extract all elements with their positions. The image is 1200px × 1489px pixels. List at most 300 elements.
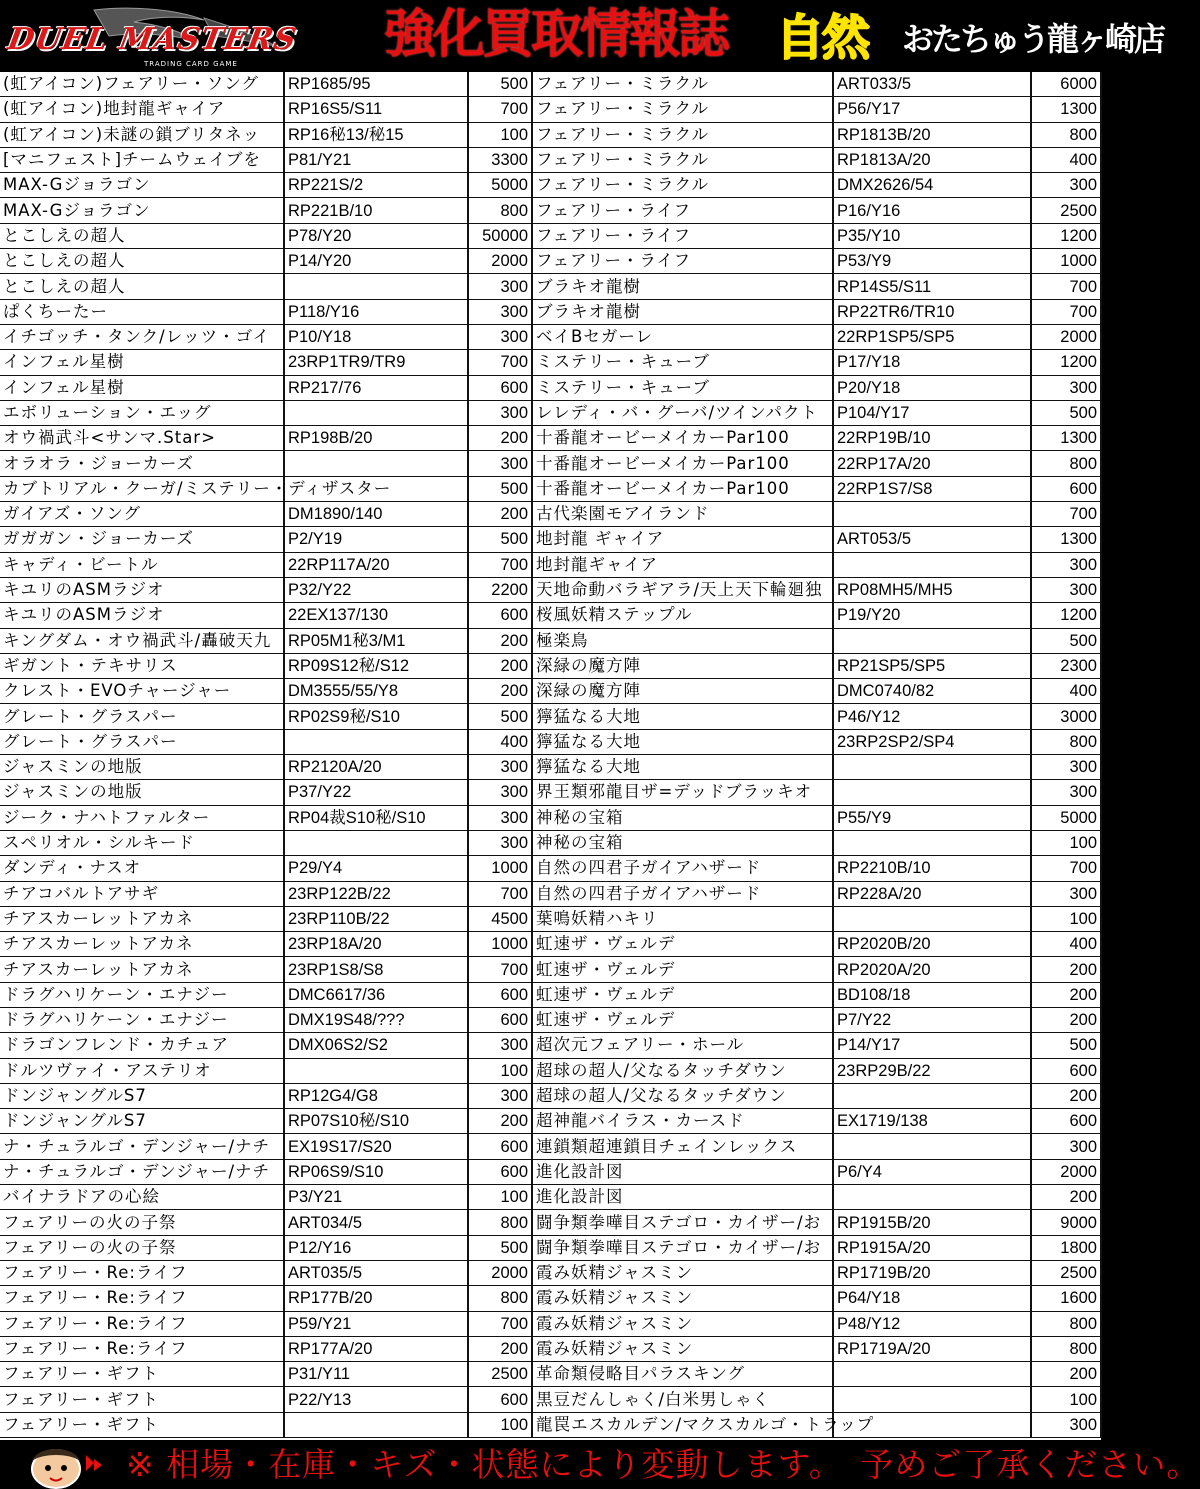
left-card-name: ガイアズ・ソング [0, 502, 284, 527]
right-card-name: 極楽鳥 [532, 628, 833, 653]
right-card-code [833, 1387, 1031, 1412]
table-row [0, 1412, 1101, 1437]
table-row [0, 881, 1101, 906]
left-buy-price: 700 [468, 97, 532, 122]
right-buy-price: 1300 [1031, 426, 1101, 451]
left-card-code: RP217/76 [284, 375, 468, 400]
right-card-code [833, 1134, 1031, 1159]
left-card-code: RP09S12秘/S12 [284, 653, 468, 678]
left-card-name: フェアリー・ギフト [0, 1362, 284, 1387]
right-card-name: 霞み妖精ジャスミン [532, 1260, 833, 1285]
left-buy-price: 300 [468, 324, 532, 349]
right-buy-price: 100 [1031, 830, 1101, 855]
left-card-name: (虹アイコン)フェアリー・ソング [0, 72, 284, 97]
left-buy-price: 300 [468, 451, 532, 476]
left-card-code: P10/Y18 [284, 324, 468, 349]
right-card-code: P19/Y20 [833, 603, 1031, 628]
left-card-code: 23RP18A/20 [284, 932, 468, 957]
table-row [0, 1007, 1101, 1032]
right-card-name: 虹速ザ・ヴェルデ [532, 932, 833, 957]
right-buy-price: 300 [1031, 552, 1101, 577]
left-card-name: インフェル星樹 [0, 350, 284, 375]
table-row [0, 249, 1101, 274]
left-buy-price: 400 [468, 729, 532, 754]
right-card-code: 23RP2SP2/SP4 [833, 729, 1031, 754]
left-buy-price: 700 [468, 957, 532, 982]
left-buy-price: 2500 [468, 1362, 532, 1387]
right-buy-price: 600 [1031, 1058, 1101, 1083]
right-card-code: RP21SP5/SP5 [833, 653, 1031, 678]
left-card-code: 23RP1S8/S8 [284, 957, 468, 982]
right-buy-price: 600 [1031, 1109, 1101, 1134]
left-card-name: スペリオル・シルキード [0, 830, 284, 855]
right-card-name: 進化設計図 [532, 1159, 833, 1184]
left-card-name: バイナラドアの心絵 [0, 1185, 284, 1210]
right-card-code: RP1915B/20 [833, 1210, 1031, 1235]
left-card-name: チアスカーレットアカネ [0, 906, 284, 931]
table-row [0, 502, 1101, 527]
left-buy-price: 600 [468, 982, 532, 1007]
left-card-code: DM1890/140 [284, 502, 468, 527]
right-card-name: ミステリー・キューブ [532, 375, 833, 400]
right-buy-price: 600 [1031, 476, 1101, 501]
left-card-code: P59/Y21 [284, 1311, 468, 1336]
table-row [0, 1083, 1101, 1108]
left-buy-price: 300 [468, 805, 532, 830]
left-card-code: RP1685/95 [284, 72, 468, 97]
civilization-label: 自然 [776, 10, 869, 66]
right-buy-price: 2500 [1031, 1260, 1101, 1285]
right-card-code: EX1719/138 [833, 1109, 1031, 1134]
right-card-name: 超球の超人/父なるタッチダウン [532, 1058, 833, 1083]
left-buy-price: 1000 [468, 856, 532, 881]
left-card-name: ダンディ・ナスオ [0, 856, 284, 881]
right-card-code: 22RP17A/20 [833, 451, 1031, 476]
left-buy-price: 500 [468, 476, 532, 501]
left-card-code: P22/Y13 [284, 1387, 468, 1412]
right-buy-price: 1200 [1031, 350, 1101, 375]
mascot-icon [14, 1441, 114, 1489]
left-card-code: 23RP122B/22 [284, 881, 468, 906]
right-card-code: P6/Y4 [833, 1159, 1031, 1184]
right-card-name: 超神龍バイラス・カースド [532, 1109, 833, 1134]
left-buy-price: 600 [468, 603, 532, 628]
right-buy-price: 6000 [1031, 72, 1101, 97]
right-card-name: フェアリー・ミラクル [532, 97, 833, 122]
right-card-name: 桜風妖精ステップル [532, 603, 833, 628]
left-card-name: グレート・グラスパー [0, 729, 284, 754]
left-card-code: RP02S9秘/S10 [284, 704, 468, 729]
right-card-name: 神秘の宝箱 [532, 830, 833, 855]
right-card-code: P16/Y16 [833, 198, 1031, 223]
right-buy-price: 1200 [1031, 223, 1101, 248]
left-buy-price: 200 [468, 1109, 532, 1134]
left-buy-price: 700 [468, 1311, 532, 1336]
right-card-name: 深緑の魔方陣 [532, 653, 833, 678]
right-card-name: 天地命動バラギアラ/天上天下輪廻独 [532, 577, 833, 602]
right-card-name: 超次元フェアリー・ホール [532, 1033, 833, 1058]
right-card-name: 十番龍オービーメイカーPar100 [532, 476, 833, 501]
right-card-code: DMX2626/54 [833, 173, 1031, 198]
price-table-body [0, 72, 1101, 1438]
right-buy-price: 700 [1031, 856, 1101, 881]
table-row [0, 1185, 1101, 1210]
left-buy-price: 600 [468, 1007, 532, 1032]
logo-subtitle: TRADING CARD GAME [144, 60, 238, 68]
table-row [0, 1260, 1101, 1285]
left-buy-price: 200 [468, 628, 532, 653]
right-card-code: P14/Y17 [833, 1033, 1031, 1058]
duel-masters-logo [4, 6, 300, 68]
right-card-name: 十番龍オービーメイカーPar100 [532, 451, 833, 476]
left-card-code: P14/Y20 [284, 249, 468, 274]
right-card-code [833, 1185, 1031, 1210]
left-card-code [284, 830, 468, 855]
right-card-code: RP2210B/10 [833, 856, 1031, 881]
left-card-name: フェアリー・Re:ライフ [0, 1260, 284, 1285]
right-buy-price: 500 [1031, 628, 1101, 653]
table-row [0, 426, 1101, 451]
table-row [0, 1362, 1101, 1387]
right-card-code [833, 552, 1031, 577]
right-card-name: 黒豆だんしゃく/白米男しゃく [532, 1387, 833, 1412]
right-card-code [833, 830, 1031, 855]
right-card-name: フェアリー・ライフ [532, 198, 833, 223]
table-row [0, 830, 1101, 855]
right-card-code [833, 755, 1031, 780]
right-card-code: P64/Y18 [833, 1286, 1031, 1311]
table-row [0, 603, 1101, 628]
right-card-code [833, 1083, 1031, 1108]
right-card-code: P7/Y22 [833, 1007, 1031, 1032]
left-card-code: 22EX137/130 [284, 603, 468, 628]
left-card-name: MAX-Gジョラゴン [0, 173, 284, 198]
left-buy-price: 200 [468, 502, 532, 527]
left-card-code: RP12G4/G8 [284, 1083, 468, 1108]
right-buy-price: 100 [1031, 906, 1101, 931]
left-card-code [284, 729, 468, 754]
right-card-name: 霞み妖精ジャスミン [532, 1286, 833, 1311]
left-card-name: フェアリー・ギフト [0, 1412, 284, 1437]
left-card-code: RP16秘13/秘15 [284, 122, 468, 147]
left-card-name: ドラグハリケーン・エナジー [0, 1007, 284, 1032]
right-buy-price: 200 [1031, 1185, 1101, 1210]
left-buy-price: 300 [468, 1083, 532, 1108]
left-card-name: フェアリー・ギフト [0, 1387, 284, 1412]
right-card-name: フェアリー・ライフ [532, 223, 833, 248]
table-row [0, 1134, 1101, 1159]
table-row [0, 679, 1101, 704]
right-buy-price: 2300 [1031, 653, 1101, 678]
left-card-code [284, 400, 468, 425]
right-buy-price: 1200 [1031, 603, 1101, 628]
left-card-name: MAX-Gジョラゴン [0, 198, 284, 223]
left-card-name: フェアリー・Re:ライフ [0, 1311, 284, 1336]
right-buy-price: 2000 [1031, 324, 1101, 349]
footer [0, 1440, 1200, 1489]
right-card-name: 虹速ザ・ヴェルデ [532, 982, 833, 1007]
left-card-code [284, 1058, 468, 1083]
right-card-code: ART053/5 [833, 527, 1031, 552]
table-row [0, 982, 1101, 1007]
left-card-code: RP04裁S10秘/S10 [284, 805, 468, 830]
table-row [0, 223, 1101, 248]
right-card-code: RP1915A/20 [833, 1235, 1031, 1260]
left-buy-price: 300 [468, 755, 532, 780]
right-card-name: 自然の四君子ガイアハザード [532, 856, 833, 881]
right-buy-price: 300 [1031, 755, 1101, 780]
left-card-code: DMX19S48/??? [284, 1007, 468, 1032]
left-card-code: RP221B/10 [284, 198, 468, 223]
left-card-code: RP177A/20 [284, 1336, 468, 1361]
left-buy-price: 600 [468, 1159, 532, 1184]
right-card-name: フェアリー・ミラクル [532, 147, 833, 172]
left-card-name: フェアリーの火の子祭 [0, 1210, 284, 1235]
right-card-code [833, 1362, 1031, 1387]
left-buy-price: 4500 [468, 906, 532, 931]
table-row [0, 274, 1101, 299]
table-row [0, 97, 1101, 122]
right-card-code: RP1719B/20 [833, 1260, 1031, 1285]
right-card-code: RP1719A/20 [833, 1336, 1031, 1361]
right-buy-price: 1300 [1031, 97, 1101, 122]
left-card-name: ドラグハリケーン・エナジー [0, 982, 284, 1007]
left-buy-price: 500 [468, 1235, 532, 1260]
right-card-code: P46/Y12 [833, 704, 1031, 729]
right-card-name: ミステリー・キューブ [532, 350, 833, 375]
left-card-code: P78/Y20 [284, 223, 468, 248]
left-buy-price: 700 [468, 552, 532, 577]
price-table [0, 72, 1102, 1438]
right-buy-price: 700 [1031, 502, 1101, 527]
left-card-name: [マニフェスト]チームウェイブを [0, 147, 284, 172]
left-buy-price: 2000 [468, 1260, 532, 1285]
right-card-name: 自然の四君子ガイアハザード [532, 881, 833, 906]
right-card-name: 葉鳴妖精ハキリ [532, 906, 833, 931]
right-card-code: P104/Y17 [833, 400, 1031, 425]
right-card-name: 虹速ザ・ヴェルデ [532, 1007, 833, 1032]
right-buy-price: 800 [1031, 451, 1101, 476]
table-row [0, 198, 1101, 223]
table-row [0, 1235, 1101, 1260]
right-card-name: 超球の超人/父なるタッチダウン [532, 1083, 833, 1108]
right-card-code: P56/Y17 [833, 97, 1031, 122]
left-buy-price: 600 [468, 1387, 532, 1412]
left-card-name: ジャスミンの地版 [0, 755, 284, 780]
left-card-code: 22RP117A/20 [284, 552, 468, 577]
right-card-code: P53/Y9 [833, 249, 1031, 274]
left-buy-price: 300 [468, 830, 532, 855]
table-row [0, 1058, 1101, 1083]
table-row [0, 932, 1101, 957]
left-buy-price: 2000 [468, 249, 532, 274]
right-buy-price: 200 [1031, 982, 1101, 1007]
table-row [0, 906, 1101, 931]
right-buy-price: 5000 [1031, 805, 1101, 830]
right-buy-price: 1800 [1031, 1235, 1101, 1260]
table-row [0, 1033, 1101, 1058]
table-row [0, 577, 1101, 602]
right-card-code: RP08MH5/MH5 [833, 577, 1031, 602]
right-buy-price: 400 [1031, 147, 1101, 172]
right-card-name: 獰猛なる大地 [532, 729, 833, 754]
right-buy-price: 3000 [1031, 704, 1101, 729]
left-card-name: ジャスミンの地版 [0, 780, 284, 805]
table-row [0, 476, 1101, 501]
left-card-code: 23RP1TR9/TR9 [284, 350, 468, 375]
right-card-code: RP1813A/20 [833, 147, 1031, 172]
left-buy-price: 100 [468, 1412, 532, 1437]
table-row [0, 729, 1101, 754]
left-card-name: フェアリー・Re:ライフ [0, 1286, 284, 1311]
left-card-code: ART034/5 [284, 1210, 468, 1235]
table-row [0, 1210, 1101, 1235]
left-buy-price: 200 [468, 1336, 532, 1361]
left-buy-price: 100 [468, 122, 532, 147]
right-buy-price: 300 [1031, 1134, 1101, 1159]
left-card-code: P37/Y22 [284, 780, 468, 805]
right-buy-price: 800 [1031, 122, 1101, 147]
table-row [0, 147, 1101, 172]
left-card-code: RP221S/2 [284, 173, 468, 198]
right-card-code: P55/Y9 [833, 805, 1031, 830]
table-row [0, 856, 1101, 881]
left-card-code [284, 274, 468, 299]
left-card-name: キユリのASMラジオ [0, 577, 284, 602]
table-row [0, 299, 1101, 324]
left-buy-price: 500 [468, 72, 532, 97]
left-card-name: キャディ・ビートル [0, 552, 284, 577]
right-buy-price: 100 [1031, 1387, 1101, 1412]
right-buy-price: 2500 [1031, 198, 1101, 223]
right-card-name: フェアリー・ミラクル [532, 173, 833, 198]
table-row [0, 780, 1101, 805]
right-card-name: 地封龍 ギャイア [532, 527, 833, 552]
right-card-name: ブラキオ龍樹 [532, 274, 833, 299]
table-row [0, 324, 1101, 349]
left-card-name: ドルツヴァイ・アステリオ [0, 1058, 284, 1083]
price-list [0, 72, 1101, 1440]
left-card-name: ジーク・ナハトファルター [0, 805, 284, 830]
right-card-code: RP1813B/20 [833, 122, 1031, 147]
right-card-name: 獰猛なる大地 [532, 704, 833, 729]
right-card-name: 地封龍ギャイア [532, 552, 833, 577]
left-card-name: インフェル星樹 [0, 375, 284, 400]
right-card-code [833, 906, 1031, 931]
left-card-name: ドンジャングルS7 [0, 1109, 284, 1134]
table-row [0, 552, 1101, 577]
right-card-name: 革命類侵略目パラスキング [532, 1362, 833, 1387]
left-card-code: RP2120A/20 [284, 755, 468, 780]
table-row [0, 1311, 1101, 1336]
right-card-code: P35/Y10 [833, 223, 1031, 248]
right-card-name: 霞み妖精ジャスミン [532, 1336, 833, 1361]
right-buy-price: 2000 [1031, 1159, 1101, 1184]
left-card-code: P12/Y16 [284, 1235, 468, 1260]
left-card-name: ギガント・テキサリス [0, 653, 284, 678]
left-card-name: クレスト・EVOチャージャー [0, 679, 284, 704]
right-buy-price: 200 [1031, 1007, 1101, 1032]
left-buy-price: 300 [468, 400, 532, 425]
right-buy-price: 1600 [1031, 1286, 1101, 1311]
right-card-code: RP228A/20 [833, 881, 1031, 906]
left-card-code: RP177B/20 [284, 1286, 468, 1311]
left-card-code: P81/Y21 [284, 147, 468, 172]
left-card-code: P31/Y11 [284, 1362, 468, 1387]
right-buy-price: 400 [1031, 679, 1101, 704]
left-card-name: チアスカーレットアカネ [0, 932, 284, 957]
right-card-name: フェアリー・ミラクル [532, 72, 833, 97]
left-card-code: 23RP110B/22 [284, 906, 468, 931]
left-buy-price: 300 [468, 299, 532, 324]
right-buy-price: 700 [1031, 299, 1101, 324]
right-card-code: RP2020B/20 [833, 932, 1031, 957]
disclaimer-notice: ※ 相場・在庫・キズ・状態により変動します。 予めご了承ください。 [126, 1445, 1200, 1484]
left-card-name: キングダム・オウ禍武斗/轟破天九 [0, 628, 284, 653]
right-buy-price: 700 [1031, 274, 1101, 299]
header [0, 0, 1164, 72]
left-buy-price: 200 [468, 653, 532, 678]
left-buy-price: 800 [468, 1286, 532, 1311]
table-row [0, 1387, 1101, 1412]
right-card-code: P17/Y18 [833, 350, 1031, 375]
table-row [0, 1159, 1101, 1184]
left-buy-price: 300 [468, 1033, 532, 1058]
left-card-code [284, 451, 468, 476]
right-card-name: 虹速ザ・ヴェルデ [532, 957, 833, 982]
left-card-name: (虹アイコン)地封龍ギャイア [0, 97, 284, 122]
right-buy-price: 300 [1031, 577, 1101, 602]
right-card-name: 連鎖類超連鎖目チェインレックス [532, 1134, 833, 1159]
left-card-name: チアスカーレットアカネ [0, 957, 284, 982]
left-card-name: フェアリーの火の子祭 [0, 1235, 284, 1260]
left-card-code: P29/Y4 [284, 856, 468, 881]
left-card-name: とこしえの超人 [0, 274, 284, 299]
left-card-code: RP16S5/S11 [284, 97, 468, 122]
table-row [0, 1286, 1101, 1311]
right-buy-price: 800 [1031, 1336, 1101, 1361]
right-card-name: ベイBセガーレ [532, 324, 833, 349]
right-buy-price: 1300 [1031, 527, 1101, 552]
left-buy-price: 100 [468, 1058, 532, 1083]
left-card-code: RP07S10秘/S10 [284, 1109, 468, 1134]
left-card-code: EX19S17/S20 [284, 1134, 468, 1159]
left-card-code: ART035/5 [284, 1260, 468, 1285]
left-card-code: P32/Y22 [284, 577, 468, 602]
table-row [0, 1336, 1101, 1361]
right-card-code: 22RP19B/10 [833, 426, 1031, 451]
right-buy-price: 300 [1031, 881, 1101, 906]
right-card-code: DMC0740/82 [833, 679, 1031, 704]
left-buy-price: 200 [468, 426, 532, 451]
right-card-name: 獰猛なる大地 [532, 755, 833, 780]
left-card-name: イチゴッチ・タンク/レッツ・ゴイ [0, 324, 284, 349]
right-card-code: P48/Y12 [833, 1311, 1031, 1336]
left-buy-price: 200 [468, 679, 532, 704]
left-buy-price: 800 [468, 198, 532, 223]
left-card-name: グレート・グラスパー [0, 704, 284, 729]
left-card-code: DM3555/55/Y8 [284, 679, 468, 704]
left-buy-price: 700 [468, 881, 532, 906]
table-row [0, 122, 1101, 147]
left-card-name: カブトリアル・クーガ/ミステリー・ディザスター [0, 476, 284, 501]
right-card-name: フェアリー・ミラクル [532, 122, 833, 147]
right-card-name: 界王類邪龍目ザ=デッドブラッキオ [532, 780, 833, 805]
right-card-code: BD108/18 [833, 982, 1031, 1007]
table-row [0, 350, 1101, 375]
table-row [0, 451, 1101, 476]
left-card-name: オウ禍武斗<サンマ.Star> [0, 426, 284, 451]
